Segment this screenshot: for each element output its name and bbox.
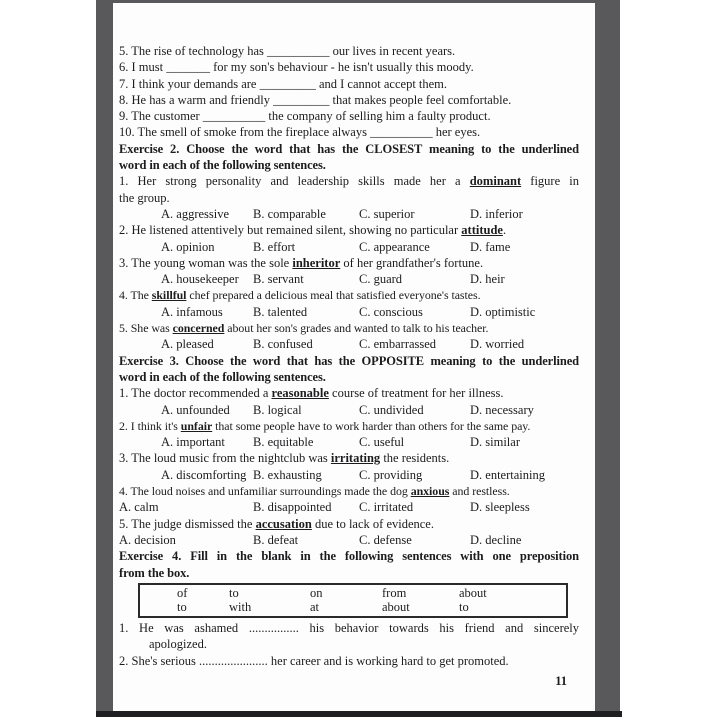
- item-text: 5. The rise of technology has: [119, 44, 267, 58]
- option-d: D. worried: [470, 337, 525, 352]
- option-c: C. superior: [359, 206, 415, 221]
- fill-blank-item-10: [119, 124, 579, 140]
- option-a: A. infamous: [161, 304, 223, 319]
- item-text: that makes people feel comfortable.: [329, 92, 512, 107]
- item-text: for my son's behaviour - he isn't usually this moody.: [209, 60, 474, 75]
- underlined-word: unfair: [180, 418, 213, 433]
- option-a: A. aggressive: [161, 206, 230, 221]
- item-text: 7. I think your demands are: [119, 76, 260, 91]
- option-a: A. important: [161, 435, 225, 450]
- question-text: 1. Her strong personality and leadership skills made her a: [119, 174, 470, 189]
- question-text: figure in: [521, 174, 579, 189]
- option-b: B. comparable: [253, 206, 326, 221]
- preposition: about: [382, 600, 410, 615]
- option-a: A. opinion: [161, 239, 215, 254]
- question-text: the residents.: [380, 451, 450, 466]
- question-text: that some people have to work harder than others for the same pay.: [212, 418, 531, 433]
- option-a: A. discomforting: [161, 467, 247, 482]
- item-text: 10. The smell of smoke from the fireplace always: [119, 125, 371, 140]
- question-text: 4. The loud noises and unfamiliar surroundings made the dog: [119, 484, 411, 499]
- option-b: B. talented: [253, 304, 308, 319]
- preposition: on: [310, 585, 323, 600]
- document-page: [113, 3, 595, 711]
- exercise2-question-3: [119, 255, 579, 271]
- exercise2-question-4: [119, 287, 579, 303]
- preposition: to: [229, 585, 239, 600]
- question-text: about her son's grades and wanted to talk to his teacher.: [224, 321, 489, 336]
- preposition-box: [138, 583, 568, 618]
- exercise4-heading-line2: from the box.: [119, 565, 190, 580]
- question-text: and restless.: [449, 484, 510, 499]
- dotted-blank: ................: [248, 620, 299, 635]
- option-d: D. similar: [470, 435, 520, 450]
- underlined-word: attitude: [461, 223, 503, 238]
- exercise2-question-1: [119, 173, 579, 189]
- fill-blank-item-7: [119, 76, 579, 92]
- options-row: [119, 239, 579, 255]
- exercise3-heading-line2: word in each of the following sentences.: [119, 369, 326, 384]
- exercise2-question-1-line2: the group.: [119, 190, 170, 205]
- question-text: course of treatment for her illness.: [328, 386, 504, 401]
- viewer-right-strip: [595, 0, 620, 717]
- item-text: his behavior towards his friend and sincerely: [298, 620, 579, 635]
- preposition: to: [177, 600, 187, 615]
- preposition: at: [310, 600, 320, 615]
- underlined-word: reasonable: [271, 386, 329, 401]
- underlined-word: concerned: [172, 321, 225, 336]
- option-b: B. defeat: [253, 532, 299, 547]
- option-b: B. equitable: [253, 435, 314, 450]
- item-text: 8. He has a warm and friendly: [119, 92, 274, 107]
- preposition: to: [459, 600, 469, 615]
- viewer-left-strip: [96, 0, 113, 717]
- blank-line: __________: [370, 125, 433, 140]
- exercise2-question-5: [119, 320, 579, 336]
- underlined-word: inheritor: [292, 255, 341, 270]
- options-row: [119, 206, 579, 222]
- question-text: 4. The: [119, 288, 152, 303]
- exercise3-question-4: [119, 483, 579, 499]
- exercise4-heading-line1: Exercise 4. Fill in the blank in the following sentences with one preposition: [119, 549, 579, 564]
- option-d: D. necessary: [470, 402, 534, 417]
- option-b: B. exhausting: [253, 467, 322, 482]
- question-text: chef prepared a delicious meal that satisfied everyone's tastes.: [186, 288, 481, 303]
- option-c: C. conscious: [359, 304, 423, 319]
- item-text: 2. She's serious: [119, 653, 200, 668]
- option-b: B. servant: [253, 272, 304, 287]
- options-row: [119, 304, 579, 320]
- option-d: D. heir: [470, 272, 505, 287]
- options-row: [119, 402, 579, 418]
- underlined-word: anxious: [410, 484, 450, 499]
- exercise4-item-1-line2: apologized.: [149, 637, 207, 652]
- option-c: C. providing: [359, 467, 423, 482]
- item-text: her career and is working hard to get promoted.: [267, 653, 509, 668]
- option-b: B. logical: [253, 402, 302, 417]
- option-c: C. useful: [359, 435, 405, 450]
- preposition-box-row2: [140, 600, 566, 615]
- option-a: A. pleased: [161, 337, 214, 352]
- viewer-bottom-edge: [96, 711, 622, 717]
- option-c: C. embarrassed: [359, 337, 437, 352]
- exercise2-heading-line2: word in each of the following sentences.: [119, 158, 326, 173]
- preposition: of: [177, 585, 188, 600]
- preposition-box-row1: [140, 586, 566, 601]
- option-b: B. effort: [253, 239, 296, 254]
- option-c: C. appearance: [359, 239, 430, 254]
- option-d: D. fame: [470, 239, 511, 254]
- fill-blank-item-9: [119, 108, 579, 124]
- option-c: C. guard: [359, 272, 403, 287]
- exercise3-heading-line1: Exercise 3. Choose the word that has the OPPOSITE meaning to the underlined: [119, 353, 579, 368]
- option-c: C. defense: [359, 532, 412, 547]
- question-text: of her grandfather's fortune.: [340, 255, 484, 270]
- item-text: the company of selling him a faulty product.: [265, 109, 491, 124]
- exercise3-question-2: [119, 418, 579, 434]
- underlined-word: accusation: [255, 516, 312, 531]
- option-c: C. undivided: [359, 402, 424, 417]
- option-a: A. housekeeper: [161, 272, 239, 287]
- item-text: our lives in recent years.: [329, 44, 456, 58]
- page-content: [119, 43, 579, 669]
- question-text: 2. I think it's: [119, 418, 181, 433]
- dotted-blank: ......................: [199, 653, 268, 668]
- question-text: 5. She was: [119, 321, 173, 336]
- option-d: D. entertaining: [470, 467, 545, 482]
- option-a: A. unfounded: [161, 402, 230, 417]
- options-row: [119, 532, 579, 548]
- item-text: 1. He was ashamed: [119, 620, 249, 635]
- exercise3-question-3: [119, 450, 579, 466]
- question-text: 1. The doctor recommended a: [119, 386, 272, 401]
- preposition: from: [382, 585, 407, 600]
- options-row: [119, 434, 579, 450]
- options-row: [119, 467, 579, 483]
- option-b: B. disappointed: [253, 500, 332, 515]
- exercise4-item-2: [119, 653, 579, 669]
- fill-blank-item-8: [119, 92, 579, 108]
- option-a: A. calm: [119, 500, 159, 515]
- question-text: 3. The loud music from the nightclub was: [119, 451, 331, 466]
- exercise2-heading-line1: Exercise 2. Choose the word that has the CLOSEST meaning to the underlined: [119, 141, 579, 156]
- preposition: with: [229, 600, 252, 615]
- item-text: and I cannot accept them.: [315, 76, 448, 91]
- fill-blank-item-5: [119, 43, 579, 59]
- option-d: D. inferior: [470, 206, 523, 221]
- item-text: 6. I must: [119, 60, 167, 75]
- option-a: A. decision: [119, 532, 176, 547]
- question-text: 2. He listened attentively but remained silent, showing no particular: [119, 223, 462, 238]
- blank-line: _______: [166, 60, 210, 75]
- options-row: [119, 499, 579, 515]
- question-text: 5. The judge dismissed the: [119, 516, 256, 531]
- underlined-word: skillful: [151, 288, 187, 303]
- blank-line: _________: [273, 92, 330, 107]
- option-d: D. decline: [470, 532, 522, 547]
- exercise2-question-2: [119, 222, 579, 238]
- exercise3-question-1: [119, 385, 579, 401]
- item-text: her eyes.: [432, 125, 481, 140]
- underlined-word: dominant: [469, 174, 522, 189]
- options-row: [119, 336, 579, 352]
- options-row: [119, 271, 579, 287]
- option-c: C. irritated: [359, 500, 414, 515]
- page-number: 11: [555, 674, 567, 688]
- fill-blank-item-6: [119, 59, 579, 75]
- blank-line: _________: [259, 76, 316, 91]
- option-d: D. optimistic: [470, 304, 536, 319]
- option-b: B. confused: [253, 337, 313, 352]
- preposition: about: [459, 585, 487, 600]
- question-text: .: [502, 223, 507, 238]
- blank-line: __________: [267, 44, 330, 58]
- question-text: due to lack of evidence.: [311, 516, 434, 531]
- option-d: D. sleepless: [470, 500, 530, 515]
- blank-line: __________: [202, 109, 266, 124]
- question-text: 3. The young woman was the sole: [119, 255, 293, 270]
- underlined-word: irritating: [330, 451, 381, 466]
- exercise4-item-1: [119, 620, 579, 636]
- item-text: 9. The customer: [119, 109, 203, 124]
- exercise3-question-5: [119, 516, 579, 532]
